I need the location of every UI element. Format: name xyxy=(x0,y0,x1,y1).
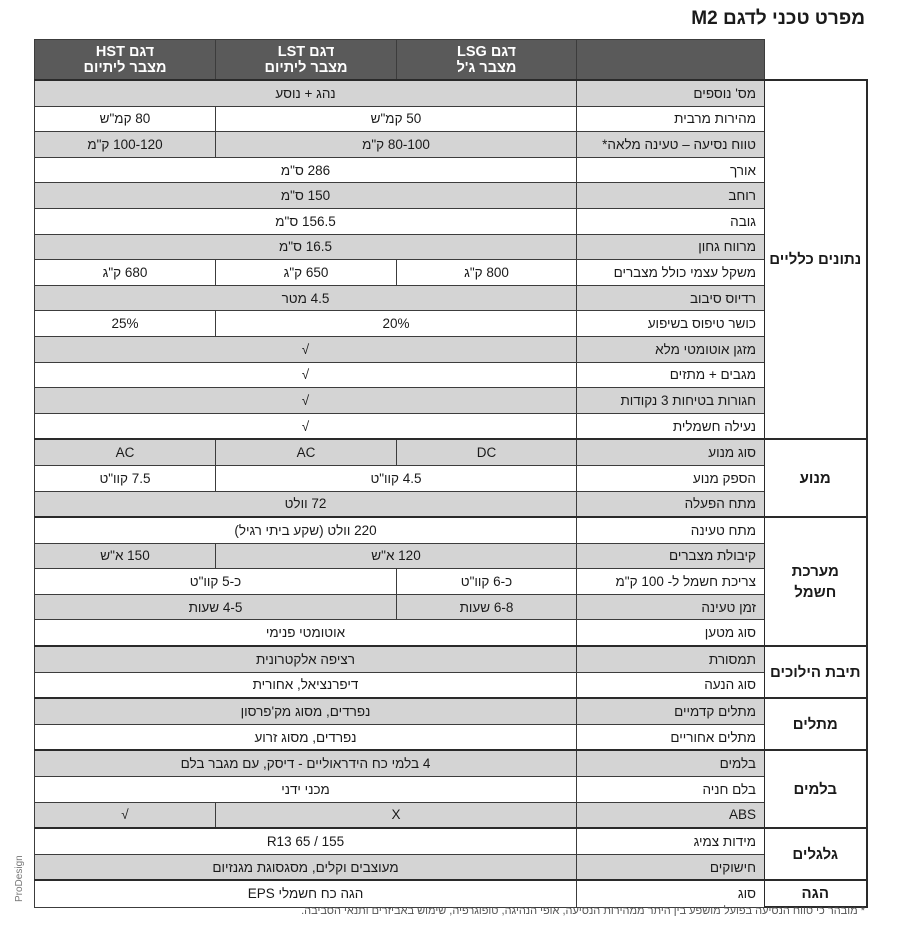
section-suspension: מתלים xyxy=(765,698,867,750)
row-label: מתח הפעלה xyxy=(577,491,765,517)
row-label: ABS xyxy=(577,802,765,828)
section-gearbox: תיבת הילוכים xyxy=(765,646,867,698)
row-label: בלמים xyxy=(577,750,765,776)
row-label: צריכת חשמל ל- 100 ק"מ xyxy=(577,569,765,595)
header-lst: דגם LST מצבר ליתיום xyxy=(216,40,397,81)
row-label: מתלים קדמיים xyxy=(577,698,765,724)
cell-value: 800 ק"ג xyxy=(397,260,577,286)
cell-value: 80-100 ק"מ xyxy=(216,132,577,158)
row-label: משקל עצמי כולל מצברים xyxy=(577,260,765,286)
cell-value: 286 ס"מ xyxy=(35,157,577,183)
cell-value: 50 קמ"ש xyxy=(216,106,577,132)
cell-value: כ-5 קוו"ט xyxy=(35,569,397,595)
row-label: בלם חניה xyxy=(577,777,765,803)
cell-value: 6-8 שעות xyxy=(397,594,577,620)
row-label: מתלים אחוריים xyxy=(577,724,765,750)
cell-value: כ-6 קוו"ט xyxy=(397,569,577,595)
row-label: מס' נוספים xyxy=(577,80,765,106)
spec-table xyxy=(34,39,868,908)
cell-value: 155 / 65 R13 xyxy=(35,828,577,854)
row-label: הספק מנוע xyxy=(577,465,765,491)
cell-value: נפרדים, מסוג זרוע xyxy=(35,724,577,750)
cell-value: 120 א"ש xyxy=(216,543,577,569)
row-label: מגבים + מתזים xyxy=(577,362,765,388)
section-general: נתונים כלליים xyxy=(765,80,867,439)
row-label: מרווח גחון xyxy=(577,234,765,260)
row-label: חישוקים xyxy=(577,854,765,880)
check-mark: √ xyxy=(35,336,577,362)
cell-value: 4 בלמי כח הידראוליים - דיסק, עם מגבר בלם xyxy=(35,750,577,776)
cell-value: 150 ס"מ xyxy=(35,183,577,209)
header-lsg: דגם LSG מצבר ג'ל xyxy=(397,40,577,81)
cell-value: AC xyxy=(216,439,397,465)
cell-value: 100-120 ק"מ xyxy=(35,132,216,158)
row-label: רוחב xyxy=(577,183,765,209)
row-label: מהירות מרבית xyxy=(577,106,765,132)
row-label: תמסורת xyxy=(577,646,765,672)
cell-value: 4.5 מטר xyxy=(35,285,577,311)
cell-value: X xyxy=(216,802,577,828)
cell-value: מעוצבים וקלים, מסגסוגת מגנזיום xyxy=(35,854,577,880)
header-label-col xyxy=(577,40,765,81)
row-label: חגורות בטיחות 3 נקודות xyxy=(577,388,765,414)
check-mark: √ xyxy=(35,413,577,439)
row-label: קיבולת מצברים xyxy=(577,543,765,569)
row-label: מזגן אוטומטי מלא xyxy=(577,336,765,362)
row-label: אורך xyxy=(577,157,765,183)
cell-value: 4.5 קוו"ט xyxy=(216,465,577,491)
footnote: * מובהר כי טווח הנסיעה בפועל מושפע בין היתר ממהירות הנסיעה, אופי הנהיגה, טופוגרפיה, שימוש באביזרים ותנאי הסביבה. xyxy=(301,905,865,917)
row-label: זמן טעינה xyxy=(577,594,765,620)
cell-value: 25% xyxy=(35,311,216,337)
cell-value: 72 וולט xyxy=(35,491,577,517)
section-steering: הגה xyxy=(765,880,867,907)
cell-value: רציפה אלקטרונית xyxy=(35,646,577,672)
section-brakes: בלמים xyxy=(765,750,867,828)
header-corner xyxy=(765,40,867,81)
cell-value: אוטומטי פנימי xyxy=(35,620,577,646)
section-engine: מנוע xyxy=(765,439,867,517)
cell-value: 16.5 ס"מ xyxy=(35,234,577,260)
cell-value: 156.5 ס"מ xyxy=(35,208,577,234)
row-label: סוג מנוע xyxy=(577,439,765,465)
cell-value: DC xyxy=(397,439,577,465)
row-label: סוג xyxy=(577,880,765,907)
cell-value: 80 קמ"ש xyxy=(35,106,216,132)
cell-value: 150 א"ש xyxy=(35,543,216,569)
row-label: סוג מטען xyxy=(577,620,765,646)
cell-value: 220 וולט (שקע ביתי רגיל) xyxy=(35,517,577,543)
cell-value: מכני ידני xyxy=(35,777,577,803)
row-label: סוג הנעה xyxy=(577,672,765,698)
cell-value: 4-5 שעות xyxy=(35,594,397,620)
row-label: מידות צמיג xyxy=(577,828,765,854)
section-electric: מערכת חשמל xyxy=(765,517,867,646)
section-wheels: גלגלים xyxy=(765,828,867,880)
cell-value: הגה כח חשמלי EPS xyxy=(35,880,577,907)
header-hst: דגם HST מצבר ליתיום xyxy=(35,40,216,81)
row-label: כושר טיפוס בשיפוע xyxy=(577,311,765,337)
check-mark: √ xyxy=(35,388,577,414)
cell-value: 20% xyxy=(216,311,577,337)
check-mark: √ xyxy=(35,802,216,828)
row-label: נעילה חשמלית xyxy=(577,413,765,439)
brand-label: ProDesign xyxy=(14,855,25,902)
cell-value: נהג + נוסע xyxy=(35,80,577,106)
check-mark: √ xyxy=(35,362,577,388)
cell-value: 650 ק"ג xyxy=(216,260,397,286)
cell-value: 7.5 קוו"ט xyxy=(35,465,216,491)
row-label: רדיוס סיבוב xyxy=(577,285,765,311)
cell-value: נפרדים, מסוג מק'פרסון xyxy=(35,698,577,724)
row-label: גובה xyxy=(577,208,765,234)
cell-value: דיפרנציאל, אחורית xyxy=(35,672,577,698)
row-label: מתח טעינה xyxy=(577,517,765,543)
cell-value: 680 ק"ג xyxy=(35,260,216,286)
page-title: מפרט טכני לדגם M2 xyxy=(691,8,865,29)
row-label: טווח נסיעה – טעינה מלאה* xyxy=(577,132,765,158)
cell-value: AC xyxy=(35,439,216,465)
